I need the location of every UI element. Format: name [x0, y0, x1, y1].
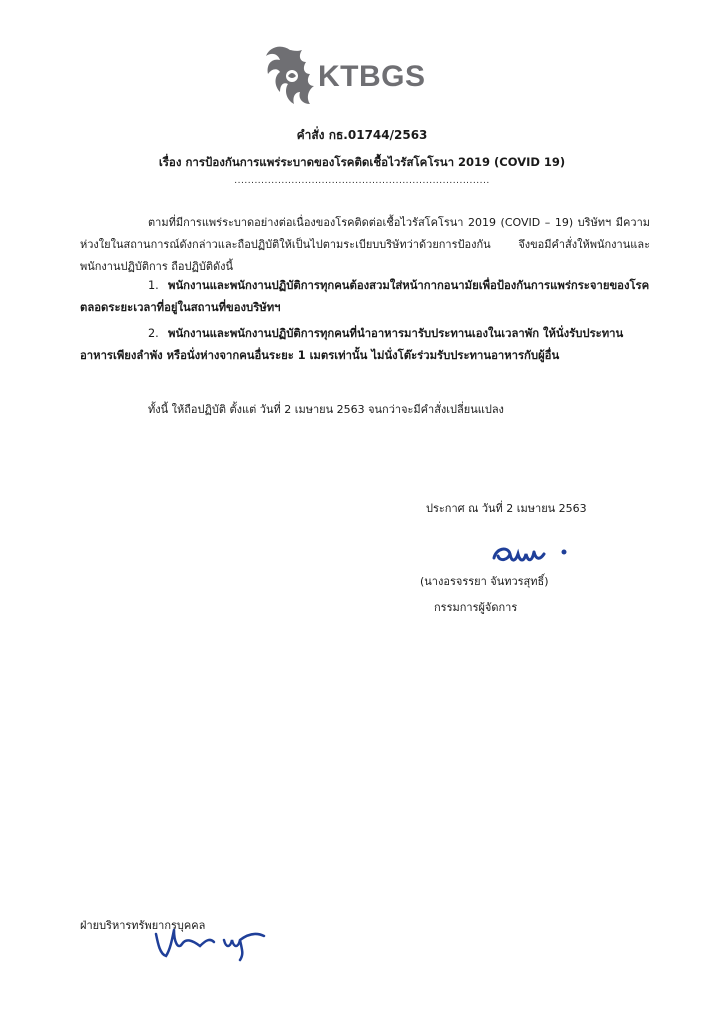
handwritten-signature [488, 538, 578, 572]
closing-statement: ทั้งนี้ ให้ถือปฏิบัติ ตั้งแต่ วันที่ 2 เมษายน 2563 จนกว่าจะมีคำสั่งเปลี่ยนแปลง [148, 403, 504, 416]
list-item-text: พนักงานและพนักงานปฏิบัติการทุกคนที่นำอาหารมารับประทานเองในเวลาพัก ให้นั่งรับประทานอาหารเพียงลำพัง หรือนั่งห่างจากคนอื่นระยะ 1 เมตรเท่านั้น ไม่นั่งโต๊ะร่วมรับประทานอาหารกับผู้อื่น [80, 327, 624, 362]
garuda-emblem-icon [262, 42, 318, 108]
separator-line: ............................................................................ [234, 176, 490, 186]
intro-paragraph: ตามที่มีการแพร่ระบาดอย่างต่อเนื่องของโรคติดต่อเชื้อไวรัสโคโรนา 2019 (COVID – 19) บริษัทฯ มีความห่วงใยในสถานการณ์ดังกล่าวและถือปฏิบัติให้เป็นไปตามระเบียบบริษัทว่าด้วยการป้องกัน จึงขอมีคำสั่งให้พนักงานและพนักงานปฏิบัติการ ถือปฏิบัติดังนี้ [80, 216, 650, 273]
list-item-number: 1. [148, 279, 159, 292]
announcement-date: ประกาศ ณ วันที่ 2 เมษายน 2563 [426, 502, 587, 515]
list-item-number: 2. [148, 327, 159, 340]
department-name: ฝ่ายบริหารทรัพยากรบุคคล [80, 919, 206, 932]
document-subject: เรื่อง การป้องกันการแพร่ระบาดของโรคติดเชื้อไวรัสโคโรนา 2019 (COVID 19) [158, 155, 566, 169]
signer-title: กรรมการผู้จัดการ [434, 601, 518, 614]
handwritten-initials [152, 920, 272, 962]
company-logo [262, 42, 442, 112]
brand-name: KTBGS [318, 60, 426, 93]
order-number: คำสั่ง กธ.01744/2563 [296, 128, 428, 142]
signer-name: (นางอรจรรยา จันทวรสุทธิ์) [420, 575, 549, 588]
list-item-text: พนักงานและพนักงานปฏิบัติการทุกคนต้องสวมใส่หน้ากากอนามัยเพื่อป้องกันการแพร่กระจายของโรคตลอดระยะเวลาที่อยู่ในสถานที่ของบริษัทฯ [80, 279, 650, 314]
list-item [80, 323, 650, 367]
list-item [80, 275, 650, 319]
